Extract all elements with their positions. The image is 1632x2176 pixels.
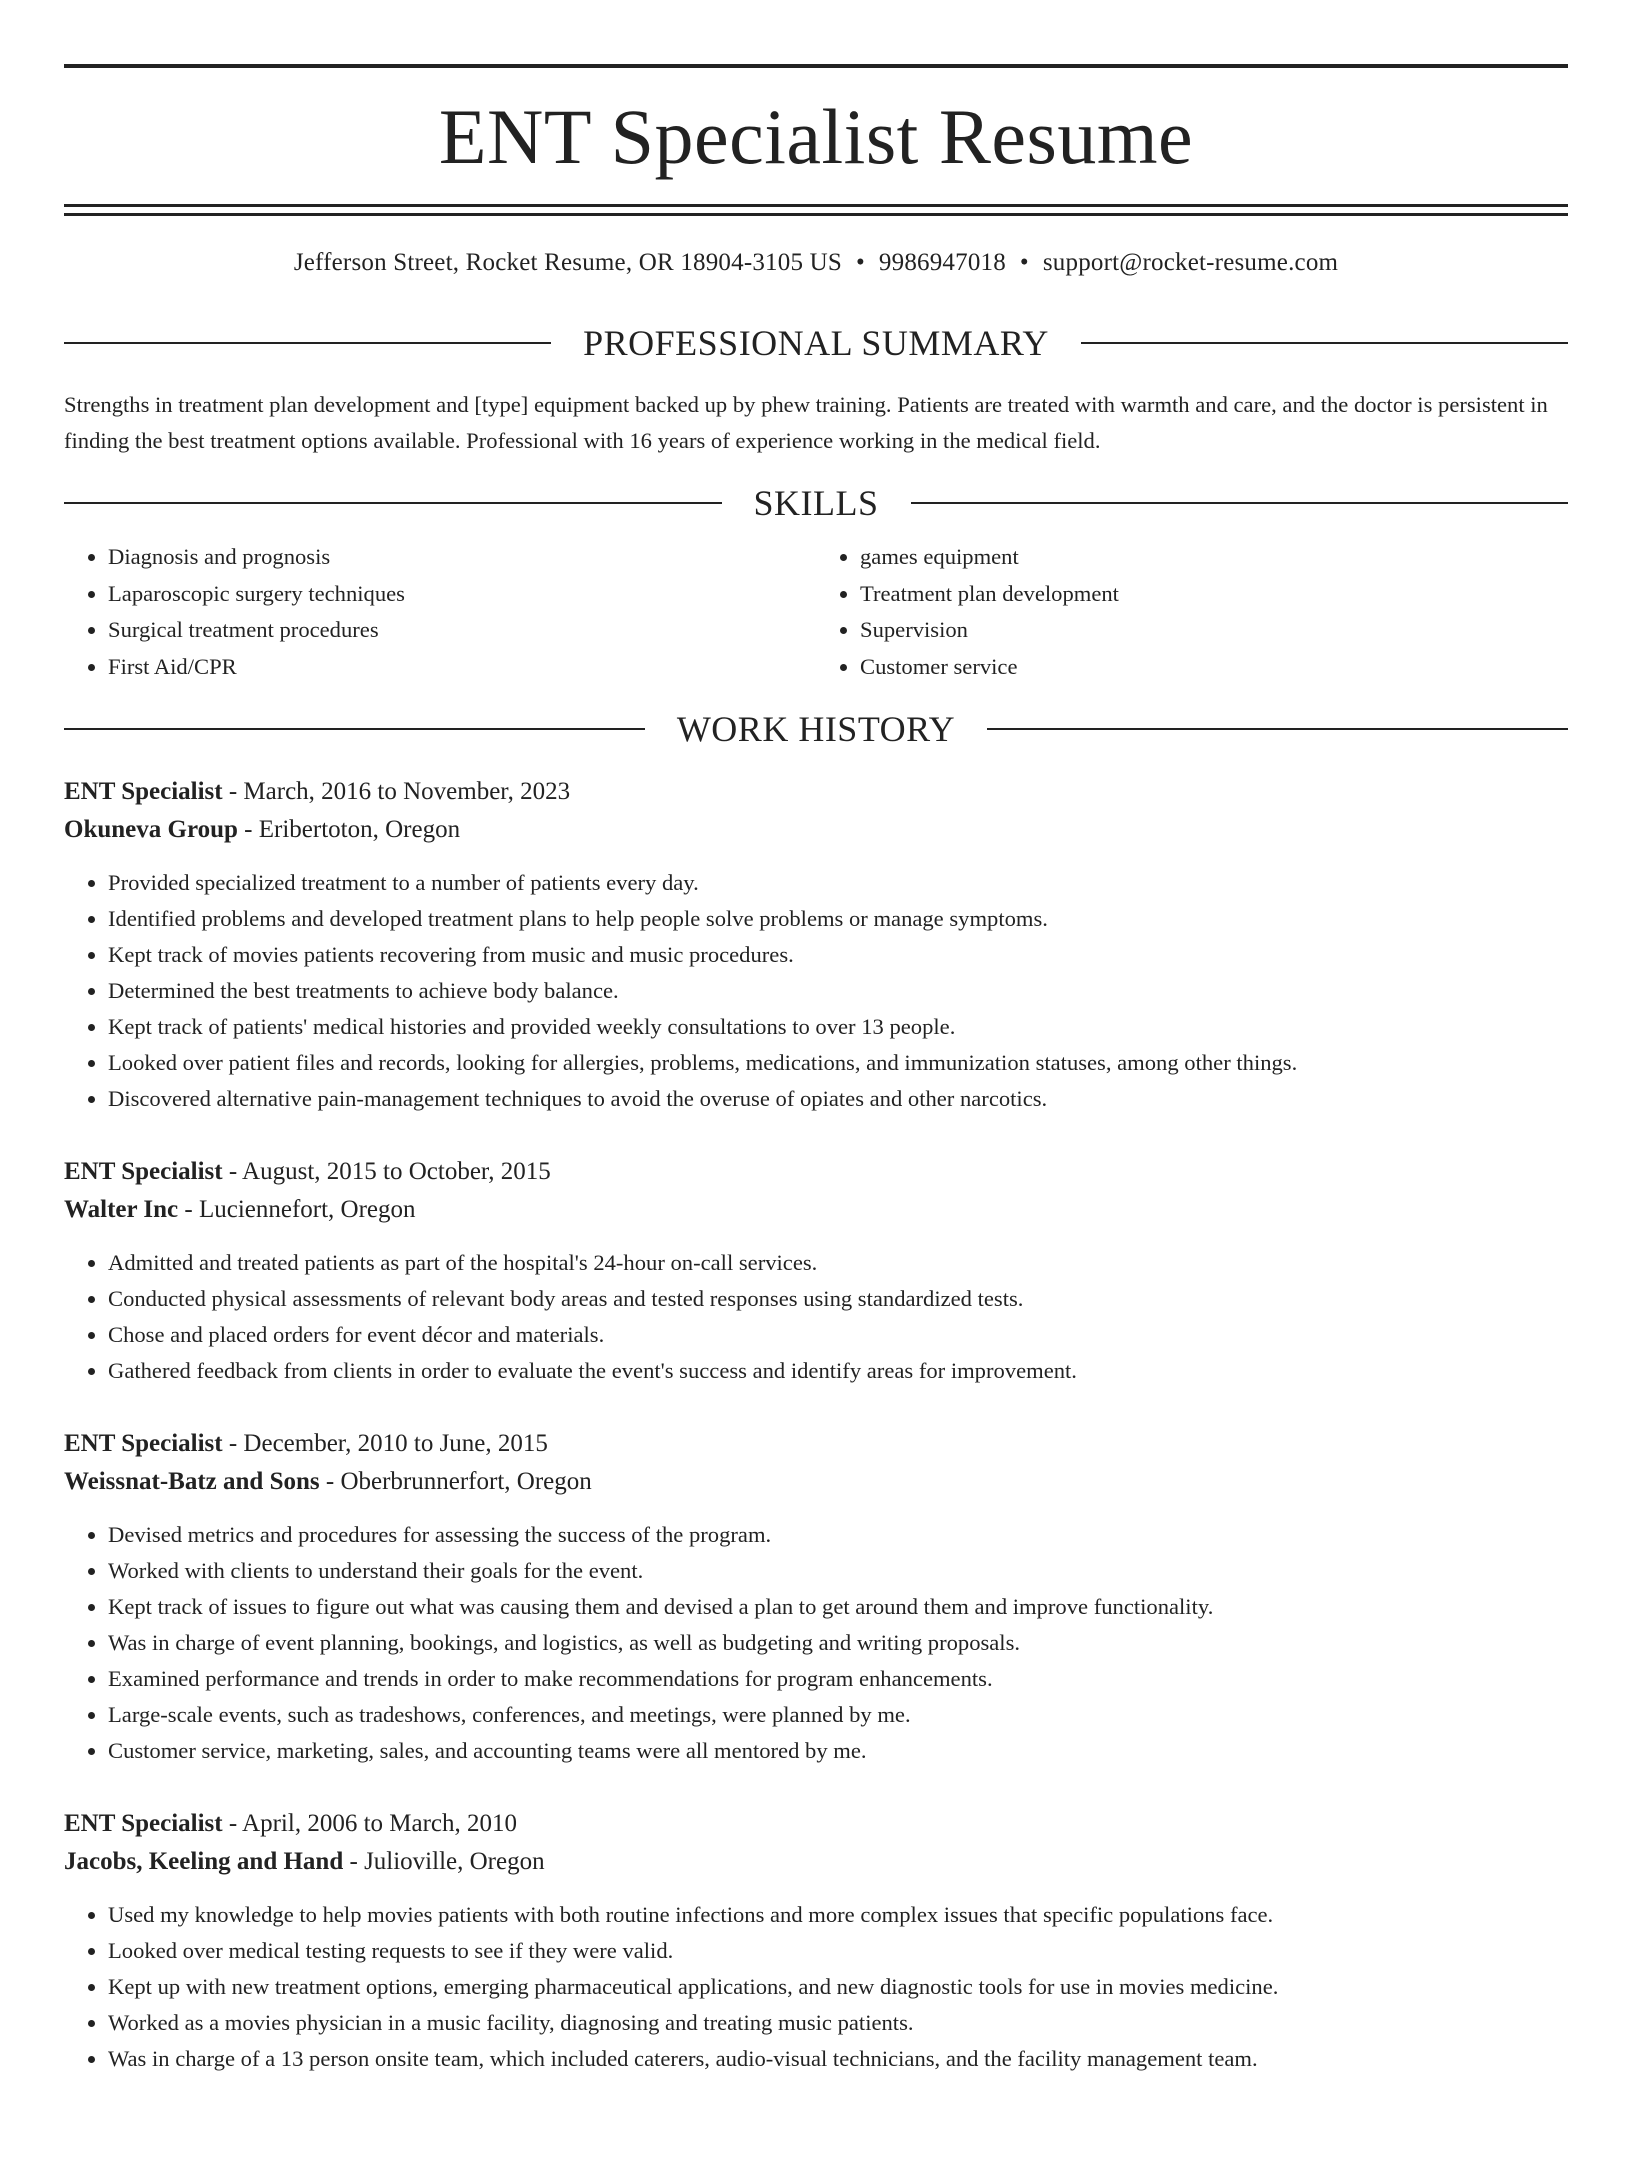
company-line [64, 811, 1568, 849]
contact-separator: • [1019, 249, 1029, 276]
job-bullets [64, 1245, 1568, 1389]
skill-item: • Treatment plan development [860, 576, 1568, 613]
dash: - [319, 1468, 341, 1495]
skills-section-header [64, 485, 1568, 521]
job-dates: April, 2006 to March, 2010 [242, 1810, 518, 1837]
skill-item: • games equipment [860, 539, 1568, 576]
dash: - [222, 1158, 243, 1185]
company-name: Jacobs, Keeling and Hand [64, 1848, 344, 1875]
title-double-rule [64, 204, 1568, 216]
dash: - [222, 778, 244, 805]
job-bullets [64, 1517, 1568, 1769]
job-bullet: • Was in charge of event planning, bookings, and logistics, as well as budgeting and writing proposals. [108, 1625, 1568, 1661]
skills-columns [64, 539, 1568, 685]
job-bullet: • Customer service, marketing, sales, and accounting teams were all mentored by me. [108, 1733, 1568, 1769]
job-bullet: • Looked over medical testing requests to see if they were valid. [108, 1933, 1568, 1969]
skills-list-left [64, 539, 816, 685]
section-rule-left [64, 342, 551, 344]
job-bullet: • Conducted physical assessments of relevant body areas and tested responses using standardized tests. [108, 1281, 1568, 1317]
contact-address: Jefferson Street, Rocket Resume, OR 18904-3105 US [293, 249, 842, 276]
company-location: Eribertoton, Oregon [258, 816, 461, 843]
job-bullet: • Identified problems and developed treatment plans to help people solve problems or manage symptoms. [108, 901, 1568, 937]
section-rule-left [64, 502, 722, 504]
job-bullet: • Kept track of issues to figure out what was causing them and devised a plan to get around them and improve functionality. [108, 1589, 1568, 1625]
summary-section-header [64, 325, 1568, 361]
job-entry [64, 1153, 1568, 1389]
skills-list-right [816, 539, 1568, 685]
job-bullet: • Kept track of patients' medical histories and provided weekly consultations to over 13 people. [108, 1009, 1568, 1045]
job-bullet: • Provided specialized treatment to a number of patients every day. [108, 865, 1568, 901]
top-rule [64, 64, 1568, 68]
job-entry [64, 773, 1568, 1117]
skill-item: • First Aid/CPR [108, 649, 816, 686]
section-rule-right [911, 502, 1569, 504]
job-bullets [64, 1897, 1568, 2077]
job-title-line [64, 1153, 1568, 1191]
job-bullet: • Kept track of movies patients recovering from music and music procedures. [108, 937, 1568, 973]
section-rule-right [1081, 342, 1568, 344]
section-rule-left [64, 728, 645, 730]
job-title: ENT Specialist [64, 1158, 223, 1185]
skill-item: • Diagnosis and prognosis [108, 539, 816, 576]
company-location: Oberbrunnerfort, Oregon [340, 1468, 592, 1495]
work-section-header [64, 711, 1568, 747]
job-dates: March, 2016 to November, 2023 [243, 778, 571, 805]
job-bullet: • Admitted and treated patients as part of the hospital's 24-hour on-call services. [108, 1245, 1568, 1281]
contact-phone: 9986947018 [878, 249, 1006, 276]
job-bullet: • Devised metrics and procedures for assessing the success of the program. [108, 1517, 1568, 1553]
job-entry [64, 1425, 1568, 1769]
job-title-line [64, 1805, 1568, 1843]
company-line [64, 1843, 1568, 1881]
job-title-line [64, 1425, 1568, 1463]
dash: - [178, 1196, 199, 1223]
skill-item: • Laparoscopic surgery techniques [108, 576, 816, 613]
job-title-line [64, 773, 1568, 811]
job-bullet: • Worked as a movies physician in a music facility, diagnosing and treating music patients. [108, 2005, 1568, 2041]
job-bullet: • Discovered alternative pain-management techniques to avoid the overuse of opiates and other narcotics. [108, 1081, 1568, 1117]
contact-separator: • [855, 249, 865, 276]
skill-item: • Surgical treatment procedures [108, 612, 816, 649]
contact-email: support@rocket-resume.com [1042, 249, 1339, 276]
contact-line [64, 250, 1568, 275]
job-bullet: • Kept up with new treatment options, emerging pharmaceutical applications, and new diagnostic tools for use in movies medicine. [108, 1969, 1568, 2005]
company-name: Walter Inc [64, 1196, 179, 1223]
job-title: ENT Specialist [64, 778, 223, 805]
company-location: Luciennefort, Oregon [198, 1196, 416, 1223]
job-bullet: • Gathered feedback from clients in order to evaluate the event's success and identify areas for improvement. [108, 1353, 1568, 1389]
company-name: Weissnat-Batz and Sons [64, 1468, 320, 1495]
skill-item: • Customer service [860, 649, 1568, 686]
company-name: Okuneva Group [64, 816, 238, 843]
job-bullet: • Chose and placed orders for event décor and materials. [108, 1317, 1568, 1353]
job-dates: August, 2015 to October, 2015 [242, 1158, 551, 1185]
job-bullet: • Determined the best treatments to achieve body balance. [108, 973, 1568, 1009]
job-bullet: • Large-scale events, such as tradeshows, conferences, and meetings, were planned by me. [108, 1697, 1568, 1733]
job-bullet: • Was in charge of a 13 person onsite team, which included caterers, audio-visual technicians, and the facility management team. [108, 2041, 1568, 2077]
job-dates: December, 2010 to June, 2015 [243, 1430, 548, 1457]
section-rule-right [987, 728, 1568, 730]
job-entry [64, 1805, 1568, 2077]
job-bullet: • Examined performance and trends in order to make recommendations for program enhancements. [108, 1661, 1568, 1697]
skills-heading: SKILLS [753, 483, 879, 523]
resume-title: ENT Specialist Resume [438, 93, 1194, 180]
job-title: ENT Specialist [64, 1810, 223, 1837]
job-bullet: • Worked with clients to understand their goals for the event. [108, 1553, 1568, 1589]
summary-text: Strengths in treatment plan development and [type] equipment backed up by phew training. Patients are treated with warmth and care, and the doctor is persistent in finding the best treatment options available. Professional with 16 years of experience working in the medical field. [64, 392, 1548, 453]
work-heading: WORK HISTORY [676, 709, 956, 749]
company-line [64, 1191, 1568, 1229]
job-bullet: • Used my knowledge to help movies patients with both routine infections and more complex issues that specific populations face. [108, 1897, 1568, 1933]
dash: - [237, 816, 259, 843]
dash: - [222, 1430, 244, 1457]
job-title: ENT Specialist [64, 1430, 223, 1457]
job-bullets [64, 865, 1568, 1117]
dash: - [343, 1848, 365, 1875]
company-location: Julioville, Oregon [364, 1848, 545, 1875]
skill-item: • Supervision [860, 612, 1568, 649]
job-bullet: • Looked over patient files and records, looking for allergies, problems, medications, and immunization statuses, among other things. [108, 1045, 1568, 1081]
dash: - [222, 1810, 243, 1837]
company-line [64, 1463, 1568, 1501]
resume-page [0, 64, 1632, 2176]
summary-heading: PROFESSIONAL SUMMARY [583, 323, 1049, 363]
